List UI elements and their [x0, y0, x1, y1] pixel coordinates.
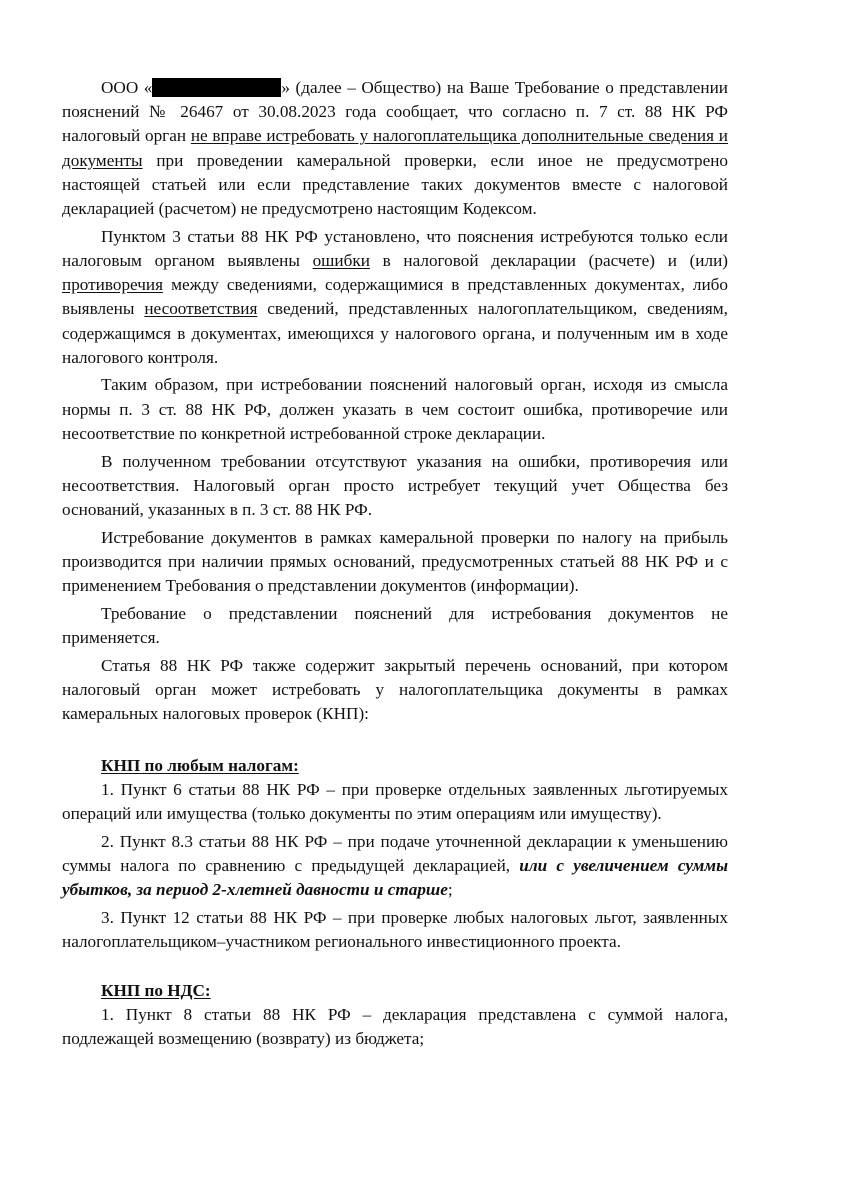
- document-page: [62, 76, 728, 1052]
- list-item: 1. Пункт 6 статьи 88 НК РФ – при проверке отдельных заявленных льготируемых операций или имущества (только документы по этим операциям или имуществу).: [62, 779, 728, 824]
- section-heading-vat: КНП по НДС:: [101, 980, 211, 1000]
- paragraph-profit-tax: Истребование документов в рамках камеральной проверки по налогу на прибыль производится при наличии прямых оснований, предусмотренных статьей 88 НК РФ и с применением Требования о представлении документов (информации).: [62, 527, 728, 596]
- paragraph-closed-list: Статья 88 НК РФ также содержит закрытый перечень оснований, при котором налоговый орган может истребовать у налогоплательщика документы в рамках камеральных налоговых проверок (КНП):: [62, 655, 728, 724]
- paragraph-point-3: Пунктом 3 статьи 88 НК РФ установлено, что пояснения истребуются только если налоговым органом выявлены ошибки в налоговой декларации (расчете) и (или) противоречия между сведениями, содержащимися в представленных документах, либо выявлены несоответствия сведений, представленных налогоплательщиком, сведениям, содержащимся в документах, имеющихся у налогового органа, и полученным им в ходе налогового контроля.: [62, 226, 728, 367]
- paragraph-conclusion: Таким образом, при истребовании пояснений налоговый орган, исходя из смысла нормы п. 3 ст. 88 НК РФ, должен указать в чем состоит ошибка, противоречие или несоответствие по конкретной истребованной строке декларации.: [62, 375, 728, 443]
- paragraph-intro: ООО « » (далее – Общество) на Ваше Требование о представлении пояснений № 26467 от 30.08.2023 года сообщает, что согласно п. 7 ст. 88 НК РФ налоговый орган не вправе истребовать у налогоплательщика дополнительные сведения и документы при проведении камеральной проверки, если иное не предусмотрено настоящей статьей или если представление таких документов вместе с налоговой декларацией (расчетом) не предусмотрено настоящим Кодексом.: [62, 78, 728, 219]
- list-item: 1. Пункт 8 статьи 88 НК РФ – декларация представлена с суммой налога, подлежащей возмещению (возврату) из бюджета;: [62, 1005, 728, 1049]
- redacted-company-name: [152, 78, 281, 97]
- list-item: 3. Пункт 12 статьи 88 НК РФ – при проверке любых налоговых льгот, заявленных налогоплательщиком–участником регионального инвестиционного проекта.: [62, 908, 728, 952]
- section-heading-any-taxes: КНП по любым налогам:: [101, 755, 299, 775]
- paragraph-missing-grounds: В полученном требовании отсутствуют указания на ошибки, противоречия или несоответствия. Налоговый орган просто истребует текущий учет Общества без оснований, указанных в п. 3 ст. 88 НК РФ.: [62, 451, 728, 519]
- paragraph-requirement: Требование о представлении пояснений для истребования документов не применяется.: [62, 603, 728, 647]
- list-item: 2. Пункт 8.3 статьи 88 НК РФ – при подаче уточненной декларации к уменьшению суммы налога по сравнению с предыдущей декларацией, или с увеличением суммы убытков, за период 2-хлетней давности и старше;: [62, 831, 729, 900]
